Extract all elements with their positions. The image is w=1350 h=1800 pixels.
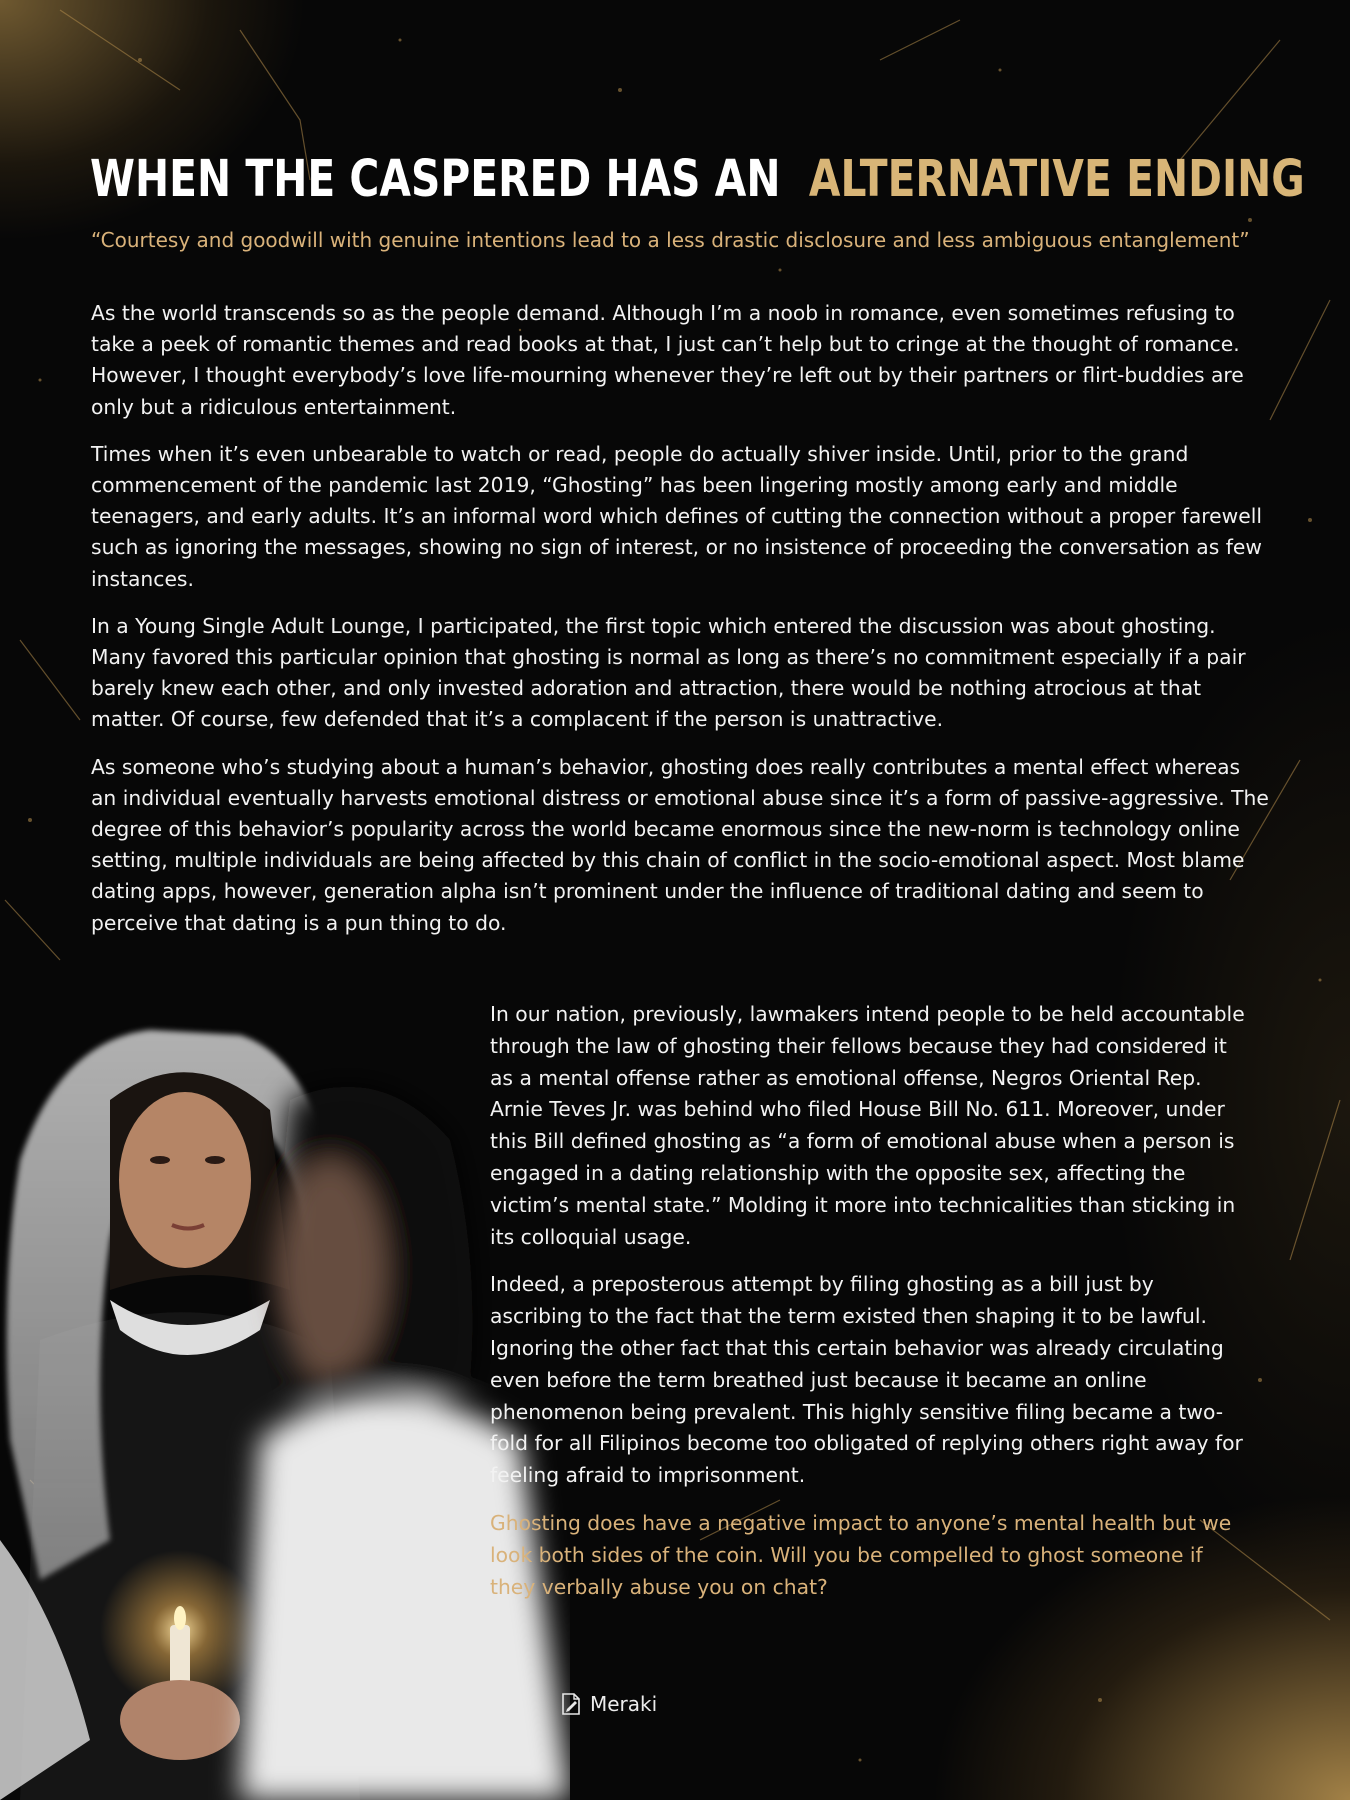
page-title [90, 150, 1305, 210]
pen-document-icon [560, 1692, 582, 1716]
woman-candle-photo [0, 1020, 570, 1800]
article-paragraph: As the world transcends so as the people demand. Although I’m a noob in romance, even sometimes refusing to take a peek of romantic themes and read books at that, I just can’t help but to cringe at the thought of romance. However, I thought everybody’s love life-mourning whenever they’re left out by their partners or flirt-buddies are only but a ridiculous entertainment. [91, 301, 1244, 419]
article-paragraph: As someone who’s studying about a human’s behavior, ghosting does really contributes a mental effect whereas an individual eventually harvests emotional distress or emotional abuse since it’s a form of passive-aggressive. The degree of this behavior’s popularity across the world became enormous since the new-norm is technology online setting, multiple individuals are being affected by this chain of conflict in the socio-emotional aspect. Most blame dating apps, however, generation alpha isn’t prominent under the influence of traditional dating and seem to perceive that dating is a pun thing to do. [91, 754, 1269, 935]
article-paragraph: In our nation, previously, lawmakers intend people to be held accountable through the law of ghosting their fellows because they had considered it as a mental offense rather as emotional offense, Negros Oriental Rep. Arnie Teves Jr. was behind who filed House Bill No. 611. Moreover, under this Bill defined ghosting as “a form of emotional abuse when a person is engaged in a dating relationship with the opposite sex, affecting the victim’s mental state.” Molding it more into technicalities than sticking in its colloquial usage. [490, 1002, 1245, 1249]
main-article-column [91, 298, 1271, 955]
pull-quote: “Courtesy and goodwill with genuine intentions lead to a less drastic disclosure and less ambiguous entanglement” [91, 228, 1250, 252]
author-name: Meraki [590, 1692, 658, 1716]
closing-question: Ghosting does have a negative impact to anyone’s mental health but we look both sides of the coin. Will you be compelled to ghost someone if they verbally abuse you on chat? [490, 1510, 1232, 1599]
article-paragraph: Indeed, a preposterous attempt by filing ghosting as a bill just by ascribing to the fact that the term existed then shaping it to be lawful. Ignoring the other fact that this certain behavior was already circulating even before the term breathed just because it became an online phenomenon being prevalent. This highly sensitive filing became a two-fold for all Filipinos become too obligated of replying others right away for feeling afraid to imprisonment. [490, 1272, 1243, 1488]
title-gold-part: ALTERNATIVE ENDING [808, 150, 1305, 209]
article-paragraph: Times when it’s even unbearable to watch or read, people do actually shiver inside. Until, prior to the grand commencement of the pandemic last 2019, “Ghosting” has been lingering mostly among early and middle teenagers, and early adults. It’s an informal word which defines of cutting the connection without a proper farewell such as ignoring the messages, showing no sign of interest, or no insistence of proceeding the conversation as few instances. [91, 441, 1262, 591]
author-byline [560, 1692, 657, 1716]
article-paragraph: In a Young Single Adult Lounge, I participated, the first topic which entered the discussion was about ghosting. Many favored this particular opinion that ghosting is normal as long as there’s no commitment especially if a pair barely knew each other, and only invested adoration and attraction, there would be nothing atrocious at that matter. Of course, few defended that it’s a complacent if the person is unattractive. [91, 613, 1246, 732]
title-white-part: WHEN THE CASPERED HAS AN [90, 150, 781, 209]
right-article-column [490, 999, 1250, 1619]
